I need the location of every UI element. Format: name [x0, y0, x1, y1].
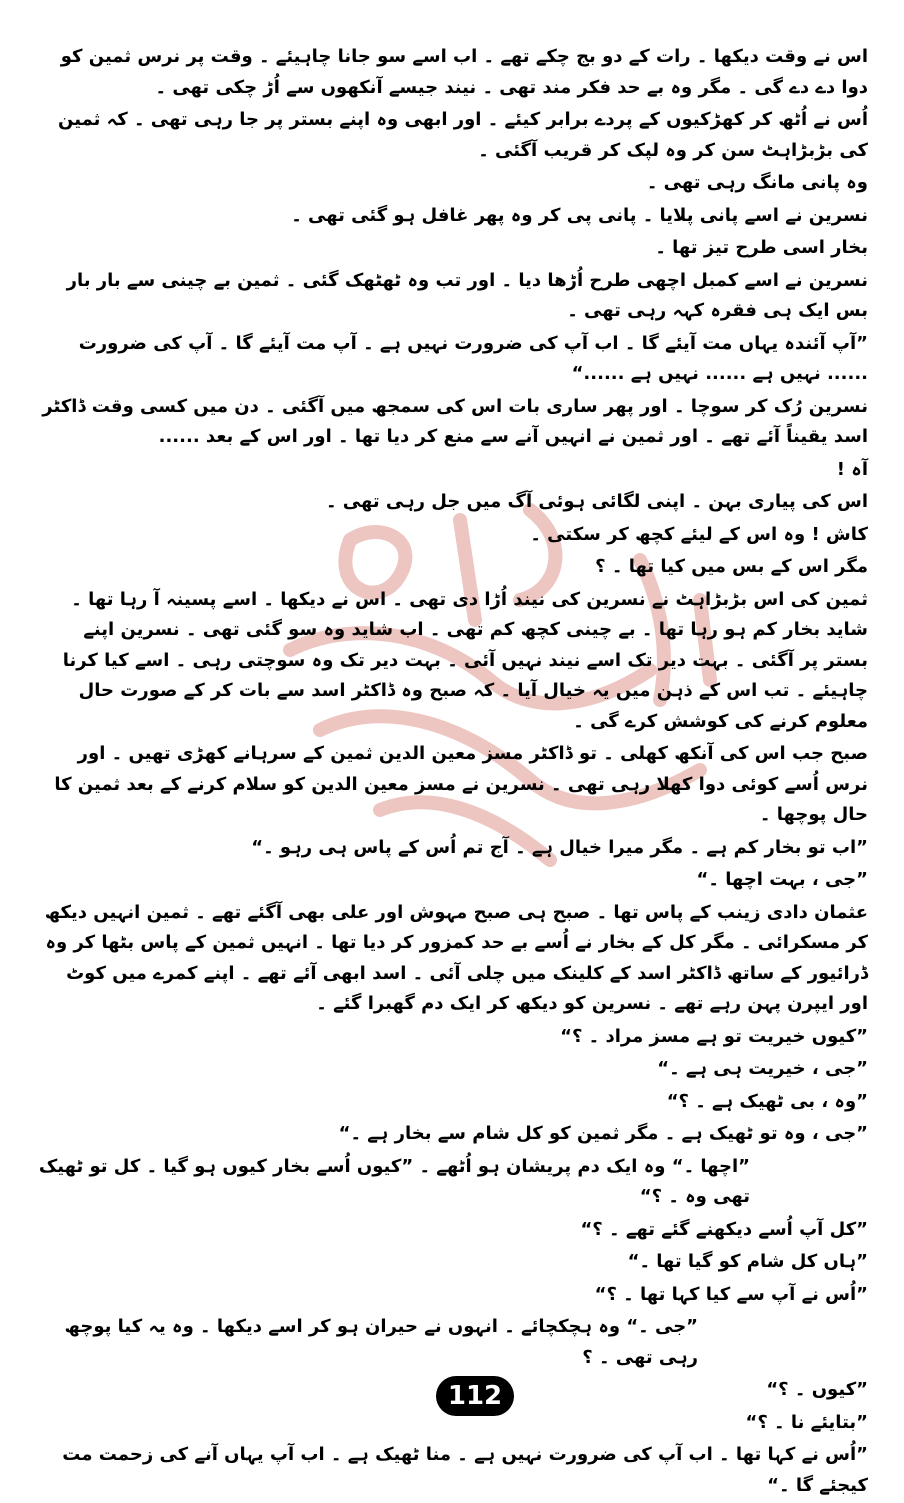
- paragraph: ”وہ ، بی ٹھیک ہے ۔ ؟“: [666, 1090, 868, 1112]
- paragraph: ”جی ، وہ تو ٹھیک ہے ۔ مگر ثمین کو کل شام سے بخار ہے ۔“: [338, 1123, 868, 1144]
- paragraph: نسرین نے اسے کمبل اچھی طرح اُڑھا دیا ۔ اور تب وہ ٹھٹھک گئی ۔ ثمین بے چینی سے بار بار بس ایک ہی فقرہ کہہ رہی تھی ۔: [66, 269, 868, 321]
- paragraph: کاش ! وہ اس کے لیئے کچھ کر سکتی ۔: [530, 523, 868, 545]
- paragraph: ”کیوں خیریت تو ہے مسز مراد ۔ ؟“: [560, 1025, 868, 1047]
- paragraph: ”جی ۔“ وہ ہچکچائے ۔ انہوں نے حیران ہو کر اسے دیکھا ۔ وہ یہ کیا پوچھ رہی تھی ۔ ؟: [64, 1316, 698, 1368]
- paragraph: ”بتایئے نا ۔ ؟“: [745, 1411, 868, 1433]
- paragraph: ”اب تو بخار کم ہے ۔ مگر میرا خیال ہے ۔ آج تم اُس کے پاس ہی رہو ۔“: [251, 836, 868, 858]
- paragraph: عثمان دادی زینب کے پاس تھا ۔ صبح ہی صبح مہوش اور علی بھی آگئے تھے ۔ ثمین انہیں دیکھ کر مسکرائی ۔ مگر کل کے بخار نے اُسے بے حد کمزور کر دیا تھا ۔ انہیں ثمین کے پاس بٹھا کر وہ ڈرائیور کے ساتھ ڈاکٹر اسد کے کلینک میں چلی آئی ۔ اسد ابھی آئے تھے ۔ اپنے کمرے میں کوٹ اور ایپرن پہن رہے تھے ۔ نسرین کو دیکھ کر ایک دم گھبرا گئے ۔: [44, 901, 868, 1014]
- paragraph: ”کل آپ اُسے دیکھنے گئے تھے ۔ ؟“: [580, 1218, 868, 1240]
- paragraph: ”اچھا ۔“ وہ ایک دم پریشان ہو اُٹھے ۔ ”کیوں اُسے بخار کیوں ہو گیا ۔ کل تو ٹھیک تھی وہ ۔ ؟“: [38, 1155, 750, 1207]
- paragraph: ”ہاں کل شام کو گیا تھا ۔“: [627, 1251, 868, 1272]
- paragraph: صبح جب اس کی آنکھ کھلی ۔ تو ڈاکٹر مسز معین الدین ثمین کے سرہانے کھڑی تھیں ۔ اور نرس اُسے کوئی دوا کھلا رہی تھی ۔ نسرین نے مسز معین الدین کو سلام کرنے کے بعد ثمین کا حال پوچھا ۔: [54, 743, 868, 825]
- paragraph: اُس نے اُٹھ کر کھڑکیوں کے پردے برابر کیئے ۔ اور ابھی وہ اپنے بستر پر جا رہی تھی ۔ کہ ثمین کی بڑبڑاہٹ سن کر وہ لپک کر قریب آگئی ۔: [58, 109, 868, 161]
- paragraph: بخار اسی طرح تیز تھا ۔: [655, 237, 868, 258]
- paragraph: ”آپ آئندہ یہاں مت آیئے گا ۔ اب آپ کی ضرورت نہیں ہے ۔ آپ مت آیئے گا ۔ آپ کی ضرورت ...... نہیں ہے ...... نہیں ہے ......“: [78, 332, 868, 384]
- paragraph: ”اُس نے آپ سے کیا کہا تھا ۔ ؟“: [594, 1283, 868, 1305]
- paragraph: ”کیوں ۔ ؟“: [766, 1379, 868, 1400]
- paragraph: ”جی ، بہت اچھا ۔“: [696, 869, 868, 890]
- paragraph: مگر اس کے بس میں کیا تھا ۔ ؟: [595, 556, 868, 577]
- paragraph: ثمین کی اس بڑبڑاہٹ نے نسرین کی نیند اُڑا دی تھی ۔ اس نے دیکھا ۔ اسے پسینہ آ رہا تھا ۔ شاید بخار کم ہو رہا تھا ۔ بے چینی کچھ کم تھی ۔ اب شاید وہ سو گئی تھی ۔ نسرین اپنے بستر پر آگئی ۔ بہت دیر تک اسے نیند نہیں آئی ۔ بہت دیر تک وہ سوچتی رہی ۔ اسے کیا کرنا چاہیئے ۔ تب اس کے ذہن میں یہ خیال آیا ۔ کہ صبح وہ ڈاکٹر اسد سے بات کر کے صورت حال معلوم کرنے کی کوشش کرے گی ۔: [62, 588, 868, 732]
- paragraph: اس نے وقت دیکھا ۔ رات کے دو بج چکے تھے ۔ اب اسے سو جانا چاہیئے ۔ وقت پر نرس ثمین کو دوا دے دے گی ۔ مگر وہ بے حد فکر مند تھی ۔ نیند جیسے آنکھوں سے اُڑ چکی تھی ۔: [60, 46, 868, 98]
- body-text: [36, 42, 868, 1503]
- paragraph: ”اُس نے کہا تھا ۔ اب آپ کی ضرورت نہیں ہے ۔ منا ٹھیک ہے ۔ اب آپ یہاں آنے کی زحمت مت کیجئے گا ۔“: [62, 1444, 868, 1496]
- paragraph: وہ پانی مانگ رہی تھی ۔: [646, 172, 868, 193]
- paragraph: اس کی پیاری بہن ۔ اپنی لگائی ہوئی آگ میں جل رہی تھی ۔: [325, 491, 868, 512]
- paragraph: آہ !: [836, 458, 868, 480]
- paragraph: ”جی ، خیریت ہی ہے ۔“: [657, 1058, 868, 1079]
- paragraph: نسرین رُک کر سوچا ۔ اور پھر ساری بات اس کی سمجھ میں آگئی ۔ دن میں کسی وقت ڈاکٹر اسد یقیناً آئے تھے ۔ اور ثمین نے انہیں آنے سے منع کر دیا تھا ۔ اور اس کے بعد ......: [42, 395, 868, 447]
- page-number-badge: 112: [436, 1376, 514, 1416]
- paragraph: نسرین نے اسے پانی پلایا ۔ پانی پی کر وہ پھر غافل ہو گئی تھی ۔: [291, 204, 868, 226]
